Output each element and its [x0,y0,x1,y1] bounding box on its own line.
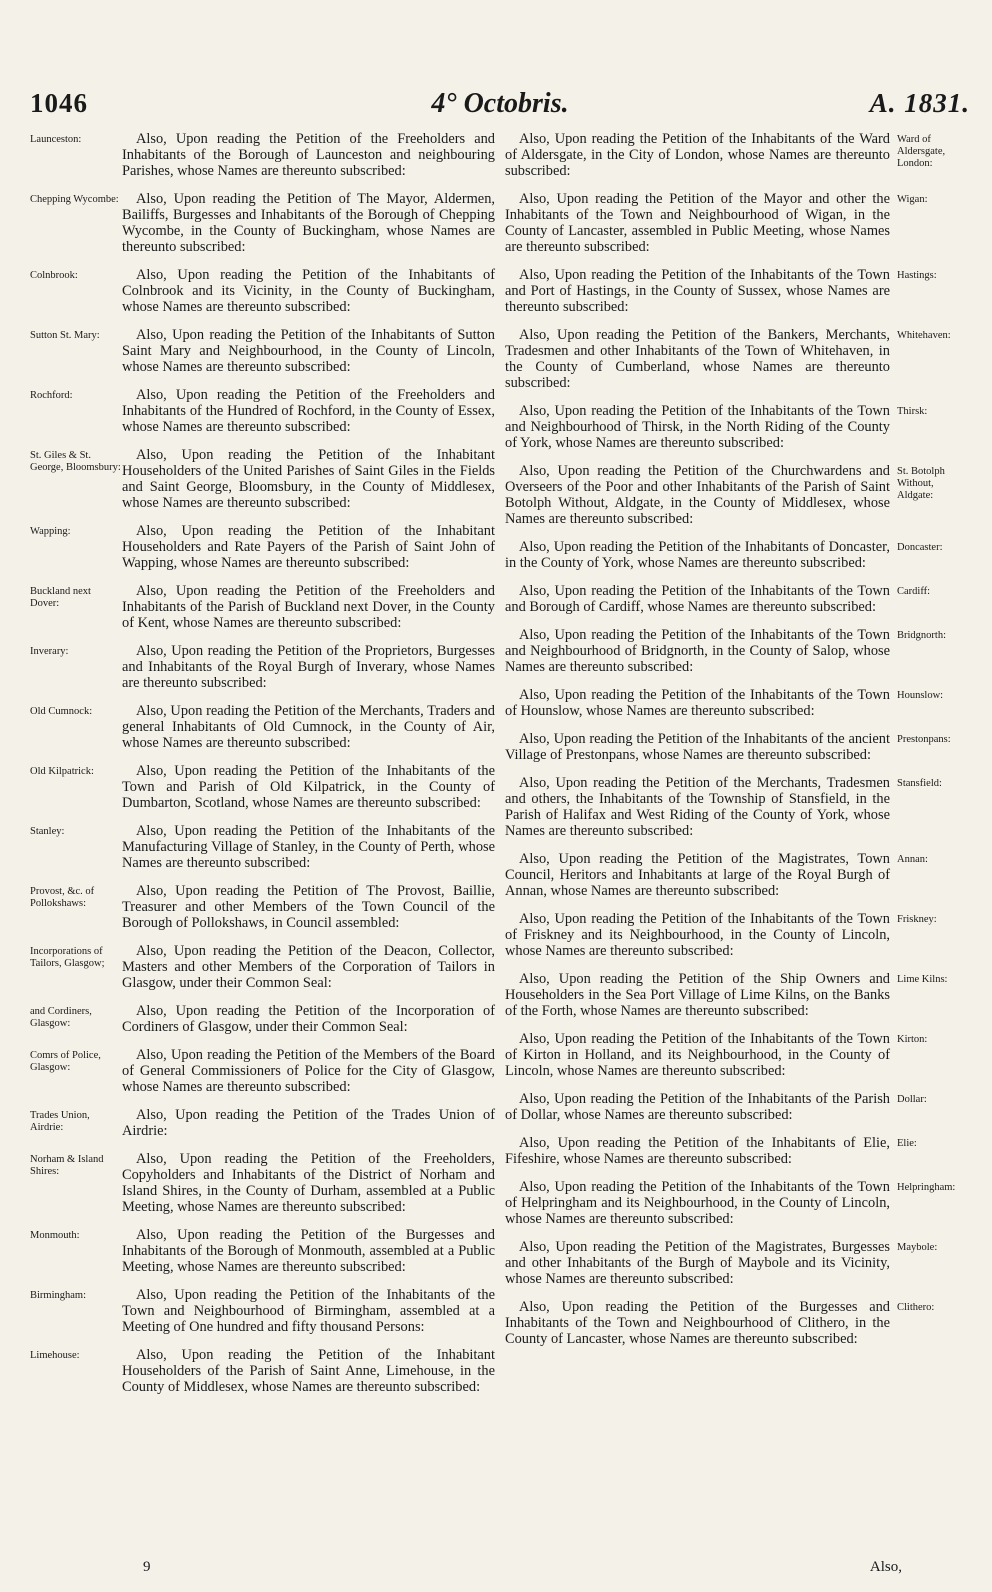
margin-note: Doncaster: [897,542,943,553]
petition-entry [30,447,495,511]
petition-entry [30,267,495,315]
petition-text: Also, Upon reading the Petition of the Freeholders, Copyholders and Inhabitants of the District of Norham and Island Shires, in the County of Durham, assembled at a Public Meeting, whose Names are thereunto subscribed: [122,1151,495,1215]
petition-text: Also, Upon reading the Petition of the Ship Owners and Householders in the Sea Port Village of Lime Kilns, on the Banks of the Forth, whose Names are thereunto subscribed: [505,971,890,1019]
petition-text: Also, Upon reading the Petition of the Proprietors, Burgesses and Inhabitants of the Royal Burgh of Inverary, whose Names are thereunto subscribed: [122,643,495,691]
petition-entry [30,1047,495,1095]
margin-note: Lime Kilns: [897,974,948,985]
petition-entry [505,463,965,527]
petition-entry [30,1227,495,1275]
page-year: A. 1831. [869,88,970,118]
petition-entry [505,687,965,719]
petition-entry [505,775,965,839]
petition-text: Also, Upon reading the Petition of the Inhabitants of the Town and Neighbourhood of Thirsk, in the North Riding of the County of York, whose Names are thereunto subscribed: [505,403,890,451]
petition-entry [505,191,965,255]
petition-text: Also, Upon reading the Petition of the Freeholders and Inhabitants of the Parish of Buckland next Dover, in the County of Kent, whose Names are thereunto subscribed: [122,583,495,631]
margin-note: Hounslow: [897,690,944,701]
margin-note: Cardiff: [897,586,931,597]
margin-note: Friskney: [897,914,937,925]
petition-entry [30,131,495,179]
margin-note: Wigan: [897,194,928,205]
petition-text: Also, Upon reading the Petition of the Inhabitants of the Town of Helpringham and its Neighbourhood, in the County of Lincoln, whose Names are thereunto subscribed: [505,1179,890,1227]
petition-entry [30,883,495,931]
petition-entry [505,971,965,1019]
petition-text: Also, Upon reading the Petition of the Inhabitants of Colnbrook and its Vicinity, in the County of Buckingham, whose Names are thereunto subscribed: [122,267,495,315]
petition-text: Also, Upon reading the Petition of the Inhabitants of the Town of Kirton in Holland, and its Neighbourhood, in the County of Lincoln, whose Names are thereunto subscribed: [505,1031,890,1079]
margin-note: Rochford: [30,390,73,401]
margin-note: Comrs of Police, Glasgow: [30,1050,101,1073]
petition-entry [30,703,495,751]
petition-text: Also, Upon reading the Petition of the Inhabitants of the Town and Parish of Old Kilpatrick, in the County of Dumbarton, Scotland, whose Names are thereunto subscribed: [122,763,495,811]
margin-note: St. Botolph Without, Aldgate: [897,466,945,501]
petition-text: Also, Upon reading the Petition of the Freeholders and Inhabitants of the Hundred of Rochford, in the County of Essex, whose Names are thereunto subscribed: [122,387,495,435]
margin-note: Kirton: [897,1034,928,1045]
petition-text: Also, Upon reading the Petition of the Merchants, Traders and general Inhabitants of Old Cumnock, in the County of Air, whose Names are thereunto subscribed: [122,703,495,751]
petition-text: Also, Upon reading the Petition of the Inhabitants of the Town of Hounslow, whose Names are thereunto subscribed: [505,687,890,719]
petition-text: Also, Upon reading the Petition of the Inhabitant Householders and Rate Payers of the Parish of Saint John of Wapping, whose Names are thereunto subscribed: [122,523,495,571]
petition-entry [30,327,495,375]
margin-note: Launceston: [30,134,82,145]
petition-text: Also, Upon reading the Petition of the Inhabitant Householders of the United Parishes of Saint Giles in the Fields and Saint George, Bloomsbury, in the County of Middlesex, whose Names are thereunto subscribed: [122,447,495,511]
margin-note: Clithero: [897,1302,935,1313]
left-column [30,131,495,1407]
page-number: 1046 [30,88,88,118]
petition-text: Also, Upon reading the Petition of the Burgesses and Inhabitants of the Borough of Monmouth, assembled at a Public Meeting, whose Names are thereunto subscribed: [122,1227,495,1275]
petition-text: Also, Upon reading the Petition of the Freeholders and Inhabitants of the Borough of Launceston and neighbouring Parishes, whose Names are thereunto subscribed: [122,131,495,179]
petition-entry [505,1091,965,1123]
margin-note: Sutton St. Mary: [30,330,100,341]
petition-text: Also, Upon reading the Petition of the Inhabitants of the Town and Neighbourhood of Birmingham, assembled at a Meeting of One hundred and fifty thousand Persons: [122,1287,495,1335]
signature-mark: 9 [143,1559,151,1575]
petition-text: Also, Upon reading the Petition of the Inhabitants of Doncaster, in the County of York, whose Names are thereunto subscribed: [505,539,890,571]
petition-text: Also, Upon reading the Petition of the Inhabitants of Sutton Saint Mary and Neighbourhood, in the County of Lincoln, whose Names are thereunto subscribed: [122,327,495,375]
petition-entry [30,191,495,255]
petition-text: Also, Upon reading the Petition of the Magistrates, Town Council, Heritors and Inhabitants at large of the Royal Burgh of Annan, whose Names are thereunto subscribed: [505,851,890,899]
petition-text: Also, Upon reading the Petition of the Incorporation of Cordiners of Glasgow, under their Common Seal: [122,1003,495,1035]
petition-entry [505,267,965,315]
petition-entry [30,763,495,811]
petition-text: Also, Upon reading the Petition of the Inhabitants of the Manufacturing Village of Stanley, in the County of Perth, whose Names are thereunto subscribed: [122,823,495,871]
petition-entry [30,643,495,691]
petition-text: Also, Upon reading the Petition of the Mayor and other the Inhabitants of the Town and Neighbourhood of Wigan, in the County of Lancaster, assembled in Public Meeting, whose Names are thereunto subscribed: [505,191,890,255]
petition-entry [505,627,965,675]
petition-entry [505,539,965,571]
margin-note: Provost, &c. of Pollokshaws: [30,886,95,909]
margin-note: Prestonpans: [897,734,951,745]
margin-note: Birmingham: [30,1290,86,1301]
margin-note: Helpringham: [897,1182,956,1193]
petition-entry [505,583,965,615]
petition-entry [30,387,495,435]
petition-entry [30,583,495,631]
petition-text: Also, Upon reading the Petition of the Inhabitants of the Town and Neighbourhood of Bridgnorth, in the County of Salop, whose Names are thereunto subscribed: [505,627,890,675]
petition-entry [30,1151,495,1215]
petition-text: Also, Upon reading the Petition of the Inhabitants of Elie, Fifeshire, whose Names are thereunto subscribed: [505,1135,890,1167]
petition-text: Also, Upon reading the Petition of the Inhabitants of the Parish of Dollar, whose Names are thereunto subscribed: [505,1091,890,1123]
margin-note: Old Kilpatrick: [30,766,94,777]
margin-note: Old Cumnock: [30,706,93,717]
margin-note: Stansfield: [897,778,942,789]
petition-entry [505,851,965,899]
margin-note: Hastings: [897,270,937,281]
petition-entry [505,911,965,959]
petition-text: Also, Upon reading the Petition of the Inhabitant Householders of the Parish of Saint Anne, Limehouse, in the County of Middlesex, whose Names are thereunto subscribed: [122,1347,495,1395]
margin-note: Incorporations of Tailors, Glasgow; [30,946,105,969]
petition-entry [30,1347,495,1395]
margin-note: Dollar: [897,1094,927,1105]
petition-entry [505,1135,965,1167]
page-title: 4° Octobris. [431,88,569,119]
right-column [505,131,965,1359]
petition-entry [30,1287,495,1335]
margin-note: Stanley: [30,826,65,837]
petition-entry [30,1107,495,1139]
petition-text: Also, Upon reading the Petition of the Magistrates, Burgesses and other Inhabitants of the Burgh of Maybole and its Vicinity, whose Names are thereunto subscribed: [505,1239,890,1287]
petition-entry [30,823,495,871]
petition-text: Also, Upon reading the Petition of the Inhabitants of the Town of Friskney and its Neighbourhood, in the County of Lincoln, whose Names are thereunto subscribed: [505,911,890,959]
petition-entry [505,1239,965,1287]
margin-note: Colnbrook: [30,270,78,281]
petition-text: Also, Upon reading the Petition of the Churchwardens and Overseers of the Poor and other Inhabitants of the Parish of Saint Botolph Without, Aldgate, in the County of Middlesex, whose Names are thereunto subscribed: [505,463,890,527]
margin-note: and Cordiners, Glasgow: [30,1006,92,1029]
petition-entry [505,1299,965,1347]
margin-note: Bridgnorth: [897,630,946,641]
catchword: Also, [869,1559,902,1575]
petition-entry [505,131,965,179]
petition-text: Also, Upon reading the Petition of the Burgesses and Inhabitants of the Town and Neighbourhood of Clithero, in the County of Lancaster, whose Names are thereunto subscribed: [505,1299,890,1347]
margin-note: Monmouth: [30,1230,80,1241]
petition-entry [505,1031,965,1079]
margin-note: Annan: [897,854,928,865]
petition-entry [30,943,495,991]
margin-note: Trades Union, Airdrie: [30,1110,90,1133]
margin-note: Elie: [897,1138,917,1149]
margin-note: Inverary: [30,646,69,657]
petition-text: Also, Upon reading the Petition of the Bankers, Merchants, Tradesmen and other Inhabitants of the Town of Whitehaven, in the County of Cumberland, whose Names are thereunto subscribed: [505,327,890,391]
petition-text: Also, Upon reading the Petition of The Mayor, Aldermen, Bailiffs, Burgesses and Inhabitants of the Borough of Chepping Wycombe, in the County of Buckingham, whose Names are thereunto subscribed: [122,191,495,255]
petition-entry [505,327,965,391]
margin-note: Thirsk: [897,406,928,417]
margin-note: St. Giles & St. George, Bloomsbury: [30,450,121,473]
petition-text: Also, Upon reading the Petition of the Inhabitants of the Town and Borough of Cardiff, whose Names are thereunto subscribed: [505,583,890,615]
margin-note: Norham & Island Shires: [30,1154,104,1177]
petition-text: Also, Upon reading the Petition of the Inhabitants of the Ward of Aldersgate, in the City of London, whose Names are thereunto subscribed: [505,131,890,179]
margin-note: Chepping Wycombe: [30,194,119,205]
margin-note: Whitehaven: [897,330,951,341]
margin-note: Limehouse: [30,1350,80,1361]
page-header [30,88,970,124]
margin-note: Wapping: [30,526,71,537]
petition-text: Also, Upon reading the Petition of the Inhabitants of the Town and Port of Hastings, in the County of Sussex, whose Names are thereunto subscribed: [505,267,890,315]
margin-note: Maybole: [897,1242,938,1253]
petition-entry [505,731,965,763]
margin-note: Buckland next Dover: [30,586,91,609]
petition-entry [30,1003,495,1035]
petition-text: Also, Upon reading the Petition of the Trades Union of Airdrie: [122,1107,495,1139]
petition-text: Also, Upon reading the Petition of the Deacon, Collector, Masters and other Members of the Corporation of Tailors in Glasgow, under their Common Seal: [122,943,495,991]
petition-entry [505,1179,965,1227]
petition-entry [505,403,965,451]
margin-note: Ward of Aldersgate, London: [897,134,946,169]
petition-entry [30,523,495,571]
petition-text: Also, Upon reading the Petition of The Provost, Baillie, Treasurer and other Members of the Town Council of the Borough of Pollokshaws, in Council assembled: [122,883,495,931]
petition-text: Also, Upon reading the Petition of the Inhabitants of the ancient Village of Prestonpans, whose Names are thereunto subscribed: [505,731,890,763]
petition-text: Also, Upon reading the Petition of the Merchants, Tradesmen and others, the Inhabitants of the Township of Stansfield, in the Parish of Halifax and West Riding of the County of York, whose Names are thereunto subscribed: [505,775,890,839]
petition-text: Also, Upon reading the Petition of the Members of the Board of General Commissioners of Police for the City of Glasgow, whose Names are thereunto subscribed: [122,1047,495,1095]
